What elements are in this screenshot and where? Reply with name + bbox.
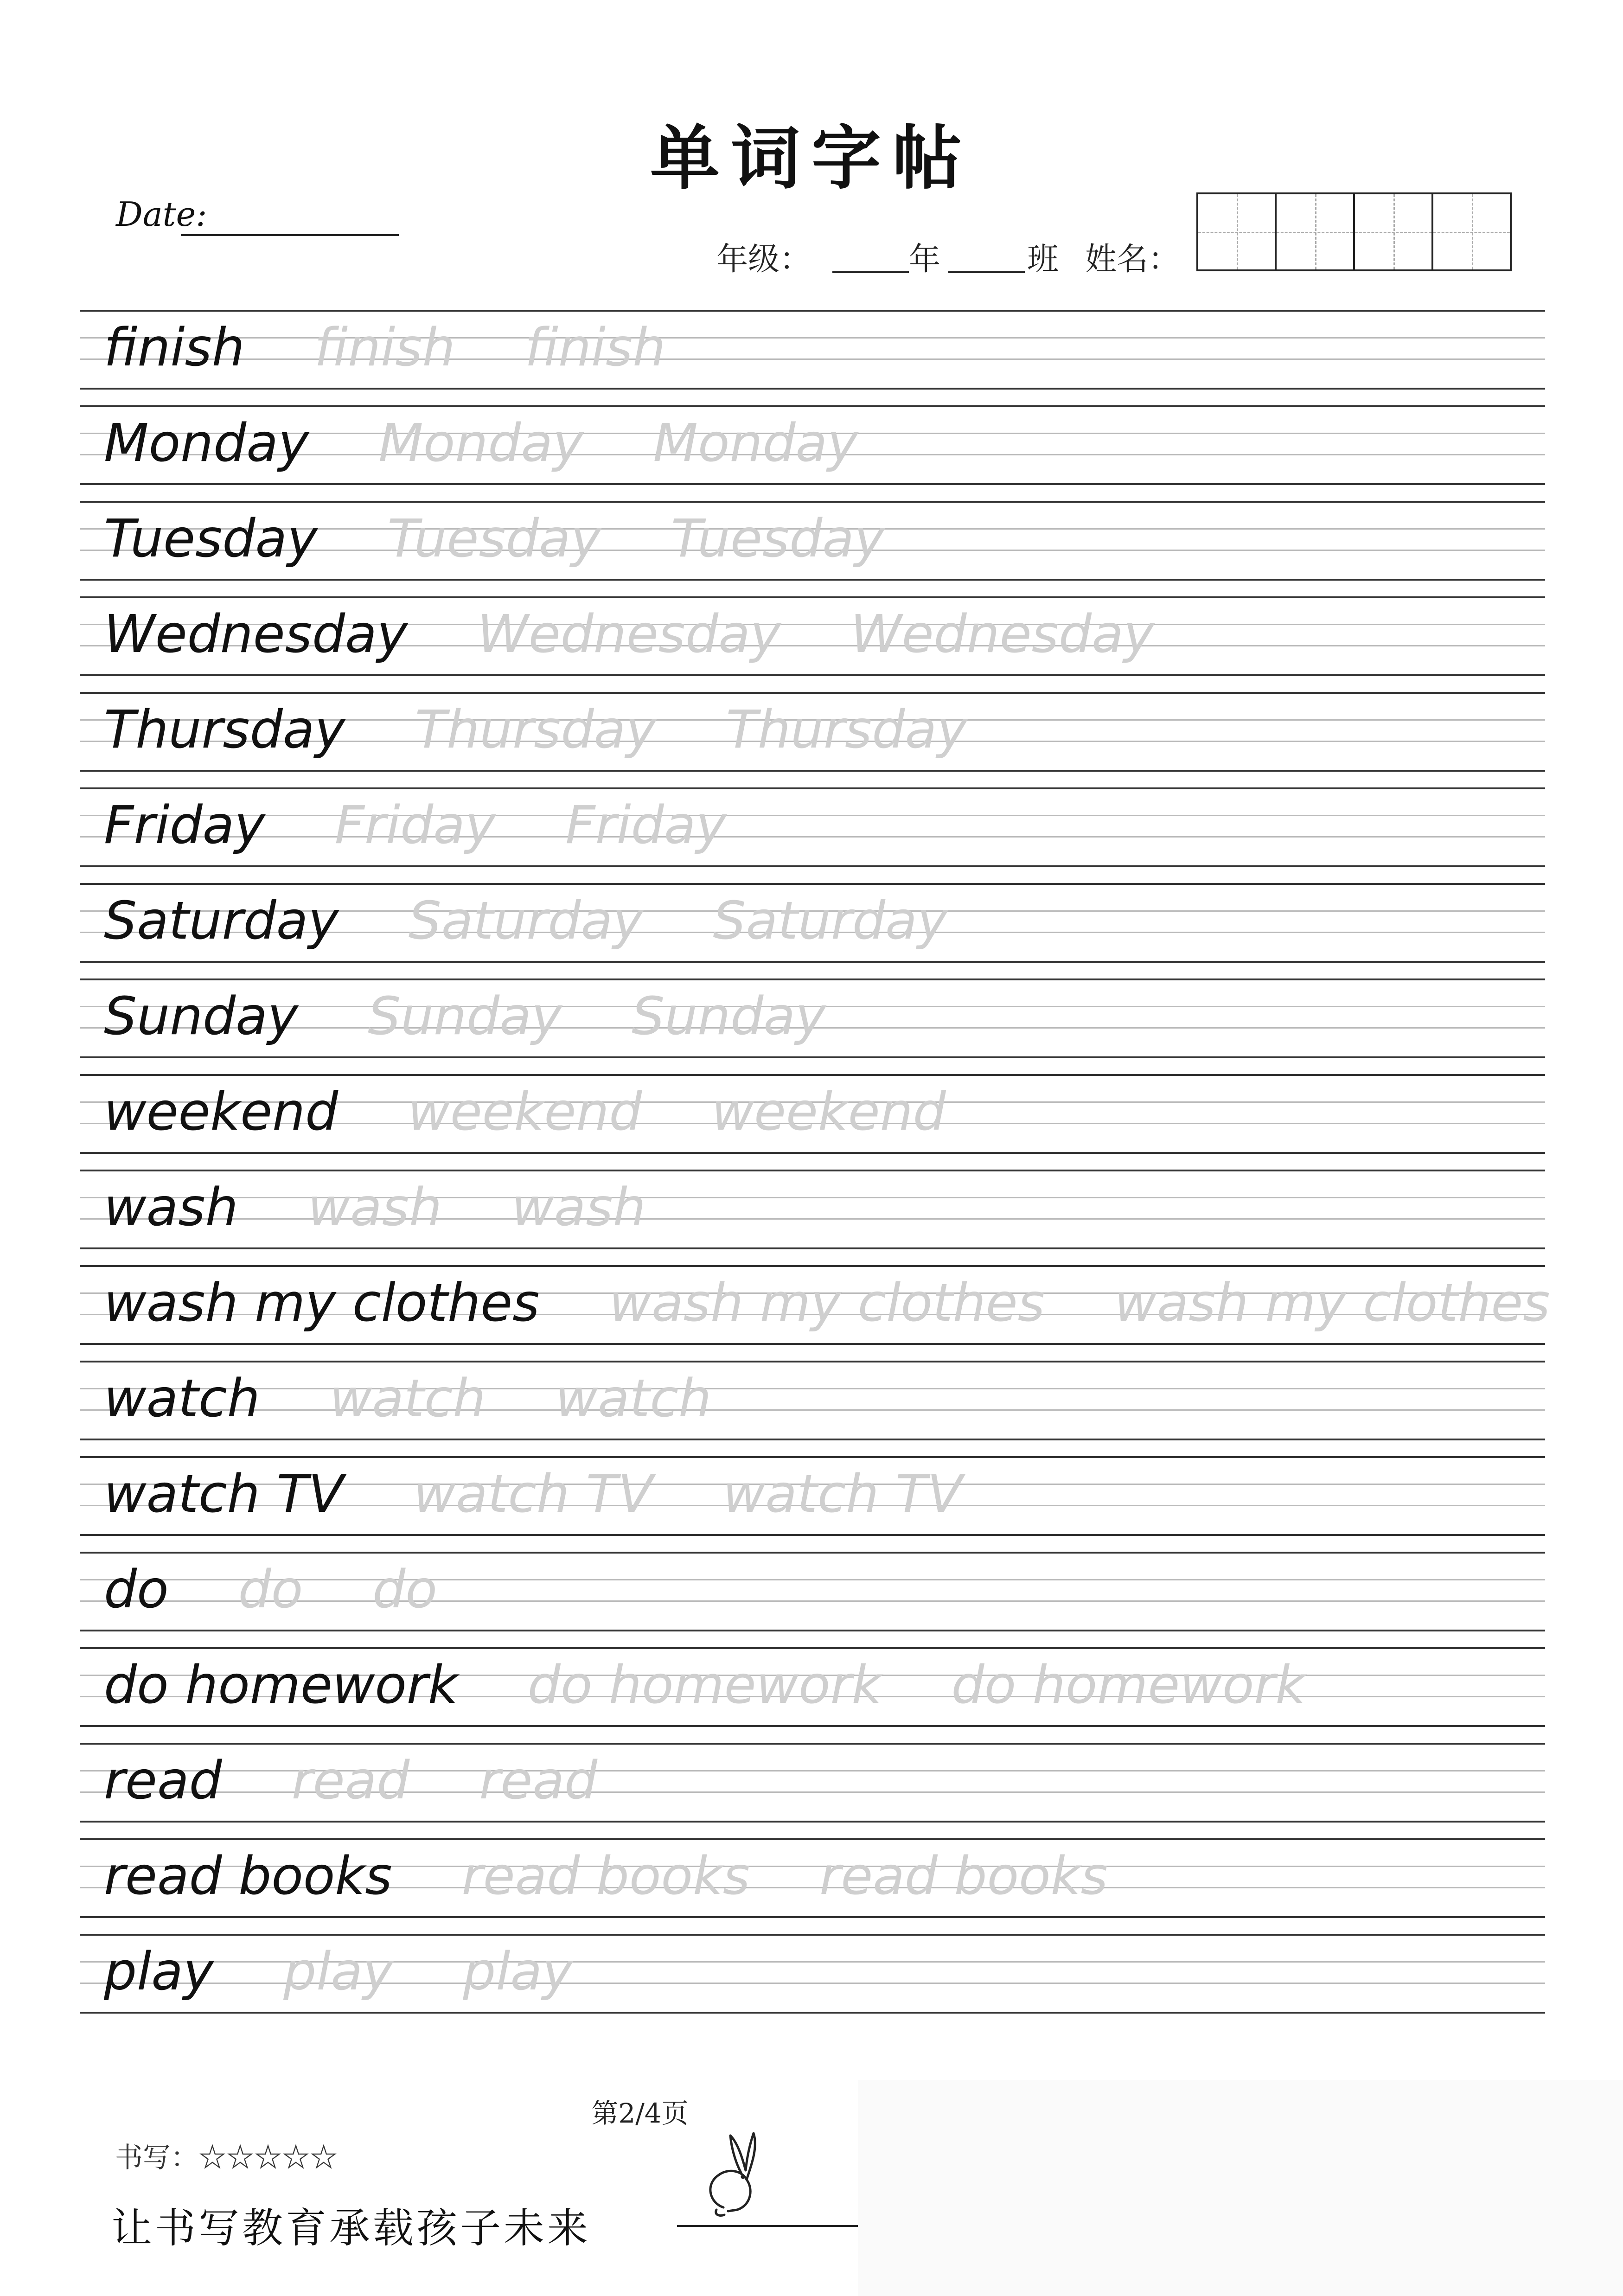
date-blank-line xyxy=(181,234,399,236)
trace-word: Saturday xyxy=(408,891,644,951)
word-line xyxy=(104,596,1224,674)
model-word: Monday xyxy=(104,413,309,473)
model-word: Friday xyxy=(104,795,265,856)
trace-word: read books xyxy=(461,1846,750,1906)
trace-word: Friday xyxy=(334,795,496,856)
trace-word: Monday xyxy=(653,413,858,473)
trace-word: Tuesday xyxy=(387,509,601,569)
word-line xyxy=(104,501,954,579)
practice-row xyxy=(80,1552,1545,1647)
guide-line xyxy=(80,1630,1545,1631)
trace-word: finish xyxy=(314,318,455,378)
trace-word: watch xyxy=(555,1369,712,1429)
guide-line xyxy=(80,1534,1545,1536)
trace-word: read books xyxy=(819,1846,1108,1906)
guide-line xyxy=(80,2012,1545,2014)
practice-row xyxy=(80,979,1545,1074)
trace-word: Friday xyxy=(565,795,727,856)
name-grid-cell xyxy=(1198,194,1277,269)
practice-row xyxy=(80,787,1545,883)
guide-line xyxy=(80,1247,1545,1249)
word-line xyxy=(104,1838,1177,1916)
trace-word: Monday xyxy=(378,413,584,473)
page-number: 第2/4页 xyxy=(591,2098,689,2129)
guide-line xyxy=(80,961,1545,963)
name-grid-cell xyxy=(1355,194,1433,269)
guide-line xyxy=(80,1152,1545,1154)
grade-label: 年级： xyxy=(716,241,812,278)
model-word: watch TV xyxy=(104,1464,344,1524)
trace-word: do xyxy=(238,1560,303,1620)
trace-word: play xyxy=(463,1942,573,2002)
model-word: read books xyxy=(104,1846,392,1906)
practice-row xyxy=(80,1265,1550,1361)
trace-word: do homework xyxy=(527,1655,882,1715)
practice-row xyxy=(80,1838,1545,1934)
word-line xyxy=(104,692,1037,770)
word-line xyxy=(104,1170,716,1247)
trace-word: wash xyxy=(511,1177,646,1238)
name-label: 姓名： xyxy=(1085,241,1180,278)
trace-word: read xyxy=(291,1751,410,1811)
name-writing-grid xyxy=(1196,192,1512,271)
practice-row xyxy=(80,1647,1545,1743)
word-line xyxy=(104,405,927,483)
name-grid-cell xyxy=(1433,194,1510,269)
model-word: read xyxy=(104,1751,222,1811)
trace-word: Thursday xyxy=(415,700,657,760)
model-word: do homework xyxy=(104,1655,458,1715)
model-word: weekend xyxy=(104,1082,339,1142)
trace-word: watch TV xyxy=(413,1464,653,1524)
guide-line xyxy=(80,579,1545,581)
guide-line xyxy=(80,1916,1545,1918)
faded-corner-panel xyxy=(858,2080,1623,2296)
grade-blank-line xyxy=(832,271,909,273)
practice-row xyxy=(80,596,1545,692)
trace-word: watch xyxy=(329,1369,486,1429)
trace-word: weekend xyxy=(408,1082,642,1142)
date-label: Date: xyxy=(116,195,207,234)
word-line xyxy=(104,1647,1375,1725)
model-word: Thursday xyxy=(104,700,345,760)
guide-line xyxy=(80,770,1545,772)
word-line xyxy=(104,979,895,1056)
trace-word: do xyxy=(372,1560,437,1620)
trace-word: Wednesday xyxy=(850,604,1154,665)
practice-row xyxy=(80,692,1545,787)
model-word: finish xyxy=(104,318,245,378)
trace-word: do homework xyxy=(951,1655,1306,1715)
model-word: Sunday xyxy=(104,986,299,1047)
practice-row xyxy=(80,1074,1545,1170)
word-line xyxy=(104,1456,1032,1534)
model-word: watch xyxy=(104,1369,260,1429)
practice-row xyxy=(80,310,1545,405)
guide-line xyxy=(80,1439,1545,1440)
practice-row xyxy=(80,883,1545,979)
practice-row xyxy=(80,1456,1545,1552)
model-word: Saturday xyxy=(104,891,339,951)
word-line xyxy=(104,1361,781,1439)
practice-row xyxy=(80,1170,1545,1265)
class-label: 班 xyxy=(1027,241,1059,278)
model-word: play xyxy=(104,1942,214,2002)
word-line xyxy=(104,310,735,388)
guide-line xyxy=(80,1056,1545,1058)
practice-rows xyxy=(80,310,1550,2029)
page-title: 单词字帖 xyxy=(650,117,973,199)
word-line xyxy=(104,1074,1016,1152)
trace-word: read xyxy=(479,1751,598,1811)
trace-word: play xyxy=(283,1942,394,2002)
trace-word: wash my clothes xyxy=(609,1273,1045,1333)
model-word: wash xyxy=(104,1177,238,1238)
trace-word: weekend xyxy=(711,1082,946,1142)
guide-line xyxy=(80,483,1545,485)
guide-line xyxy=(80,674,1545,676)
practice-row xyxy=(80,1743,1545,1838)
trace-word: Sunday xyxy=(368,986,562,1047)
trace-word: wash my clothes xyxy=(1114,1273,1550,1333)
word-line xyxy=(104,1552,507,1630)
trace-word: watch TV xyxy=(722,1464,963,1524)
year-label: 年 xyxy=(909,241,941,278)
trace-word: Saturday xyxy=(713,891,948,951)
guide-line xyxy=(80,1821,1545,1823)
model-word: Tuesday xyxy=(104,509,318,569)
guide-line xyxy=(80,388,1545,390)
writing-rating: 书写：☆☆☆☆☆ xyxy=(115,2142,338,2174)
model-word: do xyxy=(104,1560,169,1620)
practice-row xyxy=(80,405,1545,501)
word-line xyxy=(104,1934,642,2012)
trace-word: finish xyxy=(524,318,666,378)
word-line xyxy=(104,883,1017,961)
slogan: 让书写教育承载孩子未来 xyxy=(111,2204,591,2252)
practice-row xyxy=(80,1361,1545,1456)
word-line xyxy=(104,1743,667,1821)
model-word: Wednesday xyxy=(104,604,408,665)
guide-line xyxy=(80,865,1545,867)
trace-word: Wednesday xyxy=(477,604,781,665)
trace-word: Thursday xyxy=(726,700,968,760)
name-grid-cell xyxy=(1277,194,1355,269)
trace-word: Sunday xyxy=(632,986,826,1047)
guide-line xyxy=(80,1725,1545,1727)
trace-word: Tuesday xyxy=(671,509,885,569)
class-blank-line xyxy=(948,271,1025,273)
trace-word: wash xyxy=(307,1177,442,1238)
word-line xyxy=(104,787,796,865)
practice-row xyxy=(80,1934,1545,2029)
word-line xyxy=(104,1265,1620,1343)
model-word: wash my clothes xyxy=(104,1273,540,1333)
guide-line xyxy=(80,1343,1545,1345)
practice-row xyxy=(80,501,1545,596)
